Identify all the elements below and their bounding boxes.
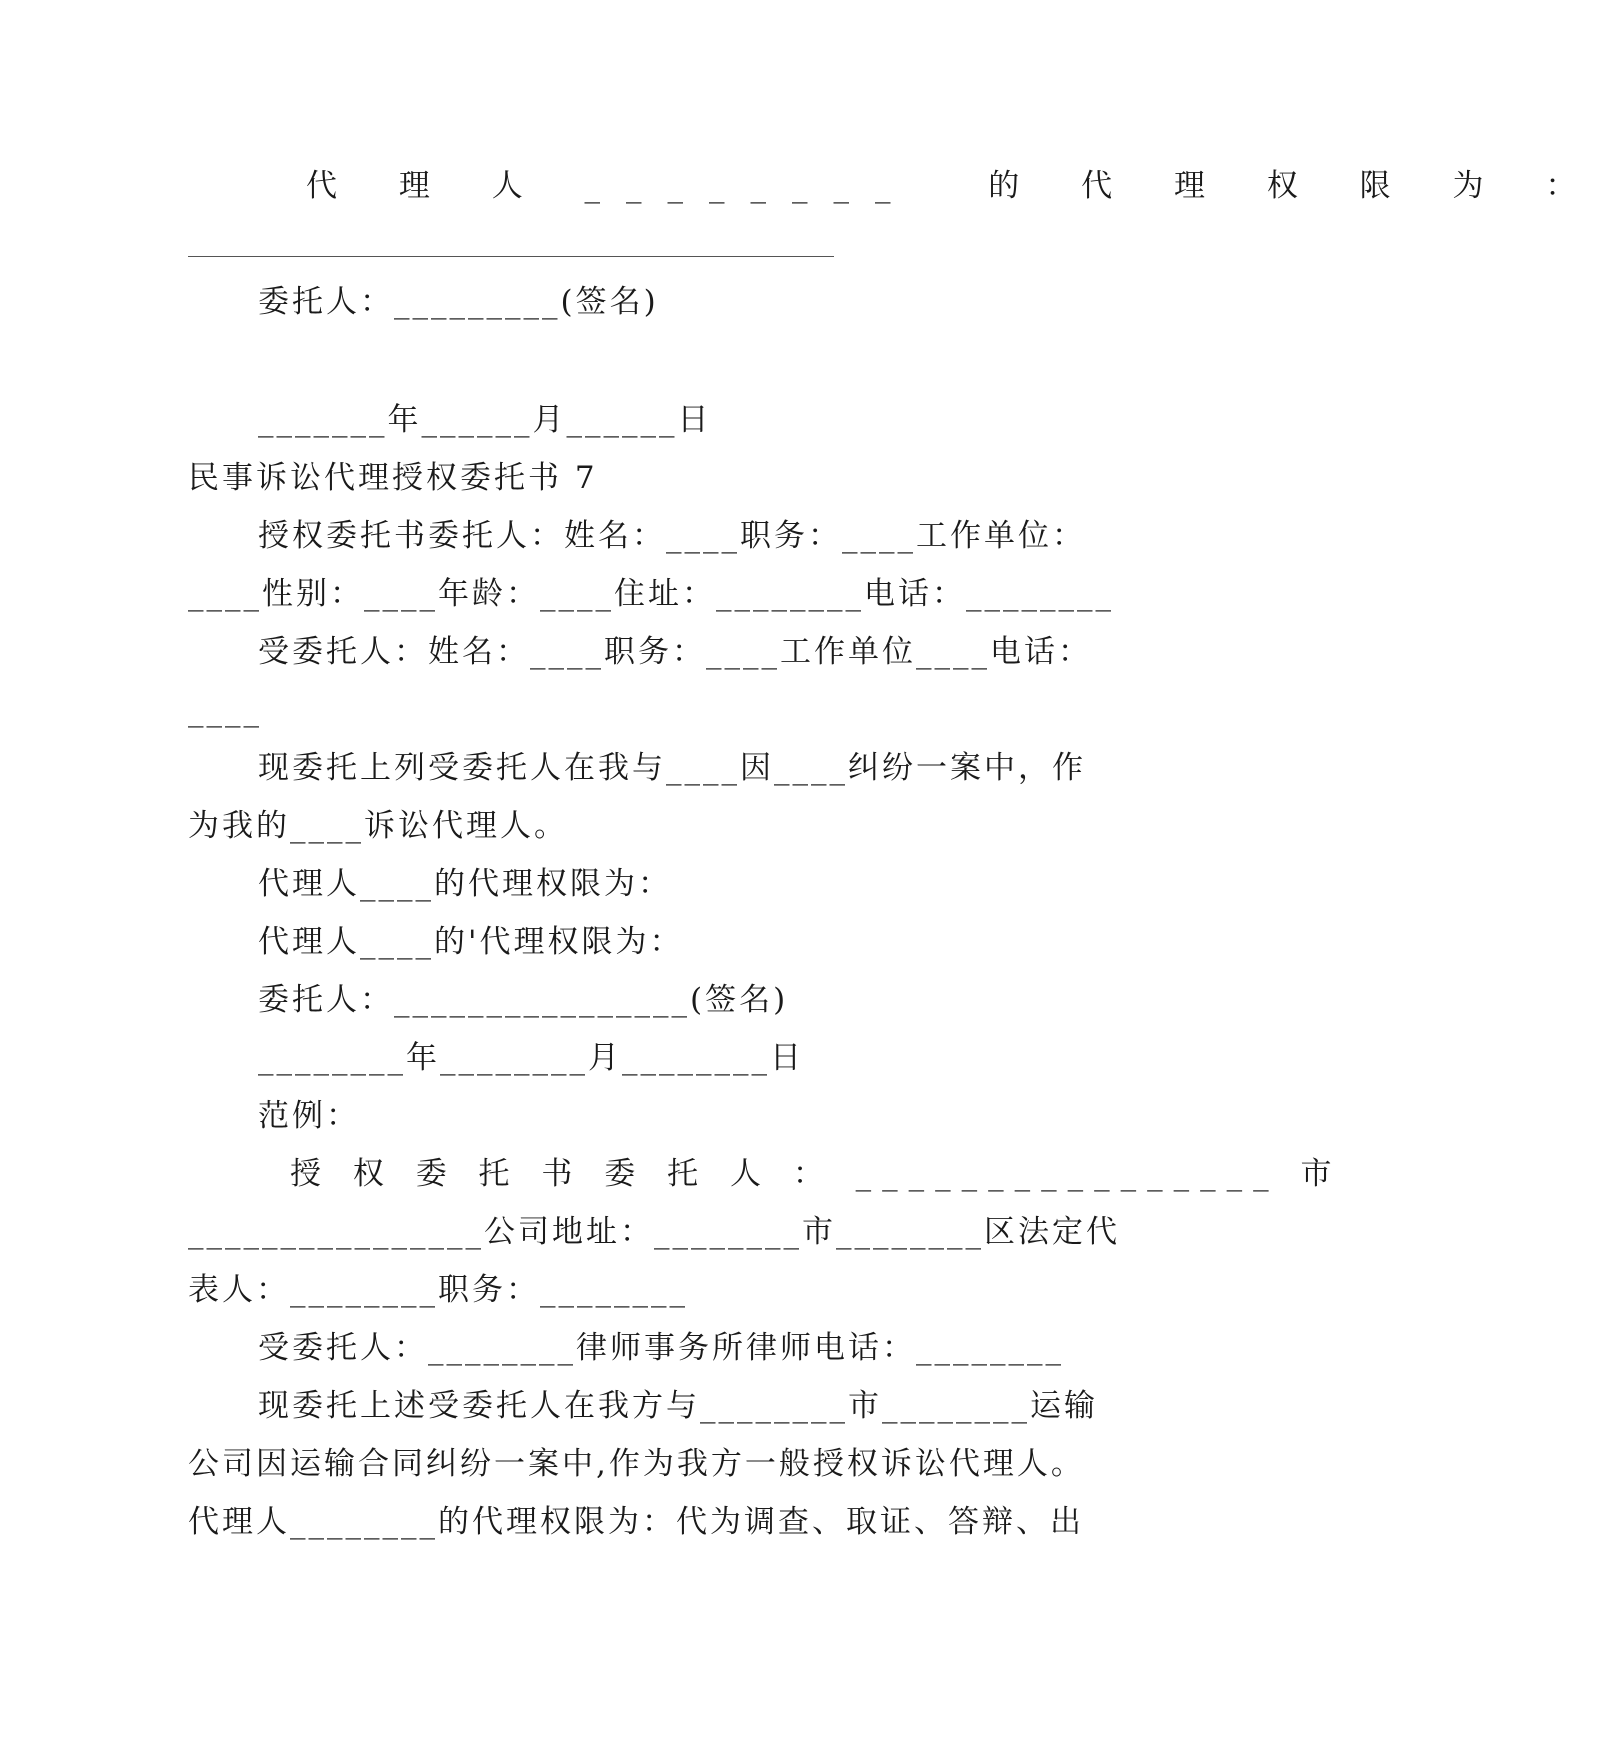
line-authority-1: 代理人____的代理权限为： — [258, 866, 672, 902]
line-example-agent: 受委托人：________律师事务所律师电话：________ — [258, 1330, 1064, 1366]
line-entrust-statement-cont: 为我的____诉讼代理人。 — [188, 808, 568, 844]
blank-rule — [188, 256, 834, 257]
line-example-address: ________________公司地址：________市________区法定代 — [188, 1214, 1120, 1250]
line-agent-info-cont: ____ — [188, 692, 262, 728]
line-principal-signature-1: 委托人：_________(签名) — [258, 284, 659, 320]
line-authority-2: 代理人____的'代理权限为： — [258, 924, 684, 960]
line-entrust-statement: 现委托上列受委托人在我与____因____纠纷一案中，作 — [258, 750, 1086, 786]
line-example-entrust-cont: 公司因运输合同纠纷一案中,作为我方一般授权诉讼代理人。 — [188, 1446, 1085, 1482]
line-example-principal: 授 权 委 托 书 委 托 人 ： ________________ 市 — [290, 1156, 1343, 1192]
line-principal-info: 授权委托书委托人：姓名：____职务：____工作单位： — [258, 518, 1086, 554]
line-blank-rule-1 — [188, 208, 928, 248]
line-example-authority: 代理人________的代理权限为：代为调查、取证、答辩、出 — [188, 1504, 1084, 1540]
line-agent-info: 受委托人：姓名：____职务：____工作单位____电话： — [258, 634, 1092, 670]
line-date-2: ________年________月________日 — [258, 1040, 804, 1076]
line-date-1: _______年______月______日 — [258, 402, 712, 438]
line-example-entrust: 现委托上述受委托人在我方与________市________运输 — [258, 1388, 1098, 1424]
line-principal-signature-2: 委托人：________________(签名) — [258, 982, 789, 1018]
line-principal-info-cont: ____性别：____年龄：____住址：________电话：________ — [188, 576, 1114, 612]
line-example-representative: 表人：________职务：________ — [188, 1272, 688, 1308]
line-example-label: 范例： — [258, 1098, 360, 1134]
section-title: 民事诉讼代理授权委托书 7 — [188, 460, 598, 496]
line-agent-authority-heading: 代 理 人 ________ 的 代 理 权 限 为 ： — [306, 168, 1602, 204]
